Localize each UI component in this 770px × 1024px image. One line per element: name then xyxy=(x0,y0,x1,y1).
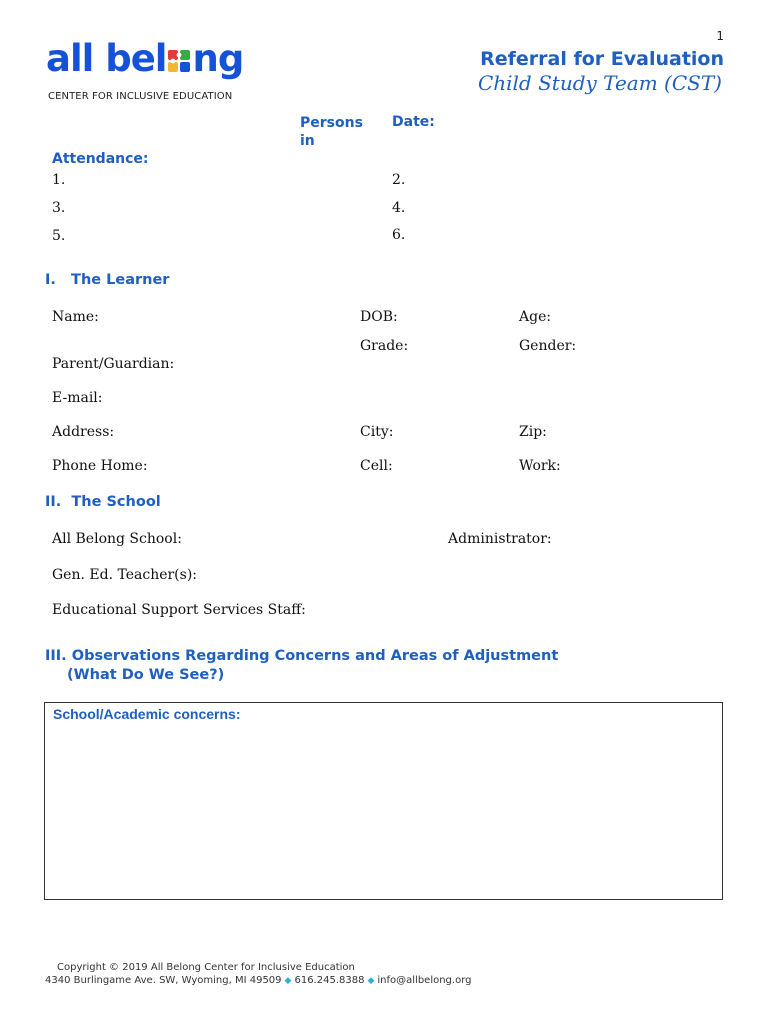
diamond-icon: ◆ xyxy=(284,976,292,986)
parent-guardian-field[interactable]: Parent/Guardian: xyxy=(52,356,175,372)
diamond-icon: ◆ xyxy=(367,976,375,986)
section-observations-heading: III. Observations Regarding Concerns and Areas of Adjustment xyxy=(45,648,559,664)
age-field[interactable]: Age: xyxy=(519,309,552,325)
support-staff-field[interactable]: Educational Support Services Staff: xyxy=(52,602,306,618)
document-subtitle: Child Study Team (CST) xyxy=(477,71,722,95)
city-field[interactable]: City: xyxy=(360,424,394,440)
date-label: Date: xyxy=(392,114,435,130)
footer-copyright: Copyright © 2019 All Belong Center for Inclusive Education xyxy=(57,962,355,973)
academic-concerns-label: School/Academic concerns: xyxy=(53,706,241,722)
attendee-2[interactable]: 2. xyxy=(392,172,406,188)
logo-text-end: ng xyxy=(192,37,244,80)
logo xyxy=(46,37,244,80)
work-field[interactable]: Work: xyxy=(519,458,561,474)
footer-address: 4340 Burlingame Ave. SW, Wyoming, MI 49509 xyxy=(45,975,282,986)
section-school-heading: II. The School xyxy=(45,494,161,510)
section-observations-subheading: (What Do We See?) xyxy=(67,667,225,683)
document-title: Referral for Evaluation xyxy=(480,48,724,70)
phone-home-field[interactable]: Phone Home: xyxy=(52,458,148,474)
school-field[interactable]: All Belong School: xyxy=(52,531,182,547)
address-field[interactable]: Address: xyxy=(52,424,115,440)
attendee-1[interactable]: 1. xyxy=(52,172,66,188)
attendance-label: Attendance: xyxy=(52,151,149,167)
academic-concerns-box[interactable] xyxy=(44,702,723,900)
attendee-4[interactable]: 4. xyxy=(392,200,406,216)
zip-field[interactable]: Zip: xyxy=(519,424,547,440)
page-number: 1 xyxy=(716,29,724,43)
logo-puzzle-icon xyxy=(167,42,191,66)
section-learner-heading: I. The Learner xyxy=(45,272,170,288)
name-field[interactable]: Name: xyxy=(52,309,99,325)
persons-in-label: Persons in xyxy=(300,115,363,149)
attendee-3[interactable]: 3. xyxy=(52,200,66,216)
logo-subtitle: CENTER FOR INCLUSIVE EDUCATION xyxy=(48,91,233,102)
grade-field[interactable]: Grade: xyxy=(360,338,409,354)
administrator-field[interactable]: Administrator: xyxy=(448,531,552,547)
email-field[interactable]: E-mail: xyxy=(52,390,103,406)
footer-contact xyxy=(45,975,471,986)
footer-email[interactable]: info@allbelong.org xyxy=(377,975,472,986)
teachers-field[interactable]: Gen. Ed. Teacher(s): xyxy=(52,567,198,583)
gender-field[interactable]: Gender: xyxy=(519,338,577,354)
footer-phone: 616.245.8388 xyxy=(294,975,365,986)
cell-field[interactable]: Cell: xyxy=(360,458,393,474)
attendee-6[interactable]: 6. xyxy=(392,227,406,243)
attendee-5[interactable]: 5. xyxy=(52,228,66,244)
dob-field[interactable]: DOB: xyxy=(360,309,398,325)
logo-text-start: all bel xyxy=(46,37,167,80)
